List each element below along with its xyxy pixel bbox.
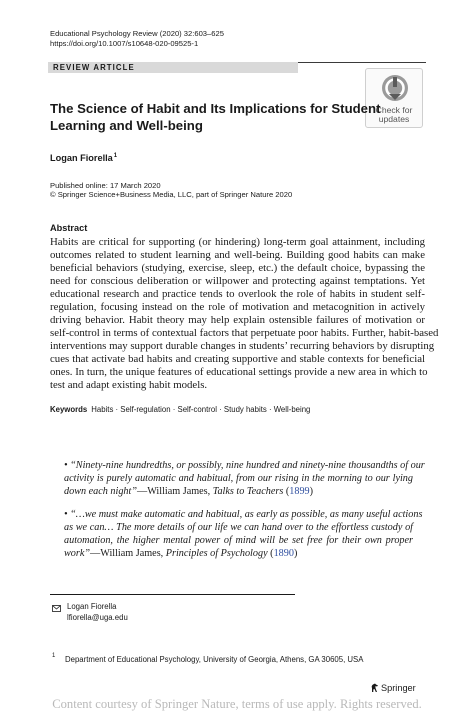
quote1-year-link[interactable]: 1899: [289, 486, 310, 497]
courtesy-notice: Content courtesy of Springer Nature, terms of use apply. Rights reserved.: [52, 697, 422, 711]
abstract-line: driving behavior. Habit theory may help explain ostensible failures of motivation or: [50, 314, 425, 326]
quote1-attribution: —William James,: [137, 486, 213, 497]
abstract-line: outcomes related to student learning and well-being. Building good habits can make: [50, 249, 425, 261]
author-affiliation-mark: 1: [113, 153, 118, 159]
abstract-heading: Abstract: [50, 223, 88, 233]
article-title-line2: Learning and Well-being: [50, 118, 203, 133]
quote1-book-title: Talks to Teachers: [212, 486, 284, 497]
journal-citation: Educational Psychology Review (2020) 32:603–625: [50, 29, 224, 38]
quote2-line3: automation, the higher mental power of mind will be set free for their own proper: [64, 535, 413, 546]
copyright-line: © Springer Science+Business Media, LLC, part of Springer Nature 2020: [50, 190, 293, 199]
keywords-list: Habits · Self-regulation · Self-control · Study habits · Well-being: [91, 405, 311, 414]
footnote-affiliation: Department of Educational Psychology, University of Georgia, Athens, GA 30605, USA: [65, 655, 364, 664]
author-name-text: Logan Fiorella: [50, 153, 113, 164]
quote1-text-end: down each night”: [64, 486, 138, 497]
quote1-paren-open: (: [283, 486, 290, 497]
quote1-line2: activity is purely automatic and habitual, from our rising in the morning to our lying: [64, 473, 413, 484]
keywords-label: Keywords: [50, 405, 88, 414]
quote2-year-link[interactable]: 1890: [273, 548, 294, 559]
article-type-label: REVIEW ARTICLE: [53, 63, 135, 72]
quote2-line4: [64, 547, 413, 560]
quote2-book-title: Principles of Psychology: [165, 548, 268, 559]
mail-icon: [52, 605, 61, 612]
quote2-paren-open: (: [267, 548, 274, 559]
abstract-line: interventions may support durable changes in students’ recurring behaviors by disrupting: [50, 340, 435, 352]
check-for-updates-badge[interactable]: [365, 68, 423, 128]
abstract-line: need for conscious deliberation or willpower and protecting against temptations. Yet: [50, 275, 425, 287]
publisher-logo: [381, 682, 416, 694]
abstract-line: regulation, focusing instead on the role of motivation and metacognition in actively: [50, 301, 425, 313]
quote1-line3: [64, 485, 413, 498]
check-for-updates-icon: [381, 74, 409, 102]
abstract-line: ones. In turn, the unique features of educational settings provide a new area in which to: [50, 366, 428, 378]
doi-link[interactable]: https://doi.org/10.1007/s10648-020-09525-1: [50, 39, 199, 48]
badge-text-line2: updates: [378, 114, 410, 124]
abstract-line: self-control in terms of contextual factors that perpetuate poor habits. Further, habit-based: [50, 327, 439, 339]
quote1-line1: • “Ninety-nine hundredths, or possibly, nine hundred and ninety-nine thousandths of our: [64, 460, 425, 471]
contact-email-link[interactable]: lfiorella@uga.edu: [67, 613, 128, 622]
quote2-line1: • “…we must make automatic and habitual, as early as possible, as many useful actions: [64, 509, 423, 520]
footnote-rule: [50, 594, 295, 595]
author-name: [50, 150, 117, 164]
footnote-number: 1: [52, 653, 56, 659]
contact-name: Logan Fiorella: [67, 602, 117, 611]
published-date: Published online: 17 March 2020: [50, 181, 161, 190]
keywords: [50, 405, 310, 415]
quote2-paren-close: ): [293, 548, 298, 559]
abstract-line: beneficial behaviors (studying, exercise, sleep, etc.) the default choice, bypassing the: [50, 262, 425, 274]
badge-text-line1: Check for: [375, 105, 413, 115]
publisher-name: Springer: [381, 683, 416, 693]
quote1-paren-close: ): [309, 486, 314, 497]
article-type-bar: [48, 62, 298, 73]
abstract-line: Habits are critical for supporting (or hindering) long-term goal attainment, including: [50, 236, 425, 248]
springer-horse-icon: [370, 683, 379, 693]
quote2-line2: as we can… The more details of our life we can hand over to the effortless custody of: [64, 522, 413, 533]
abstract-line: test and adapt existing habit models.: [50, 379, 208, 391]
abstract-line: cues that activate bad habits and creating supportive and stable contexts for beneficial: [50, 353, 425, 365]
abstract-line: educational research and practice tends to overlook the role of habits in student self-: [50, 288, 425, 300]
quote2-text-end: work”: [64, 548, 91, 559]
quote2-attribution: —William James,: [90, 548, 166, 559]
article-title-line1: The Science of Habit and Its Implications for Student: [50, 101, 381, 116]
